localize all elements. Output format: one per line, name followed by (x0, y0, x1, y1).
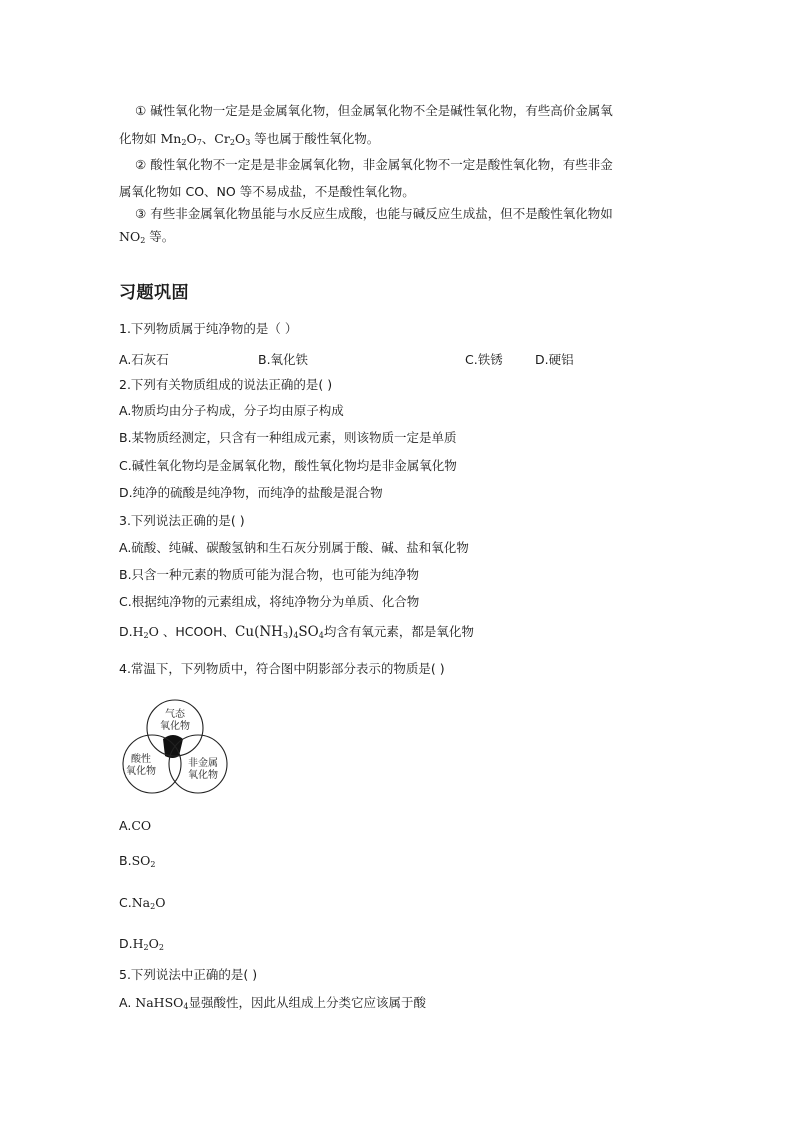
venn-label-top-1: 气态 (165, 709, 185, 720)
note-2-line-2: 属氧化物如 CO、NO 等不易成盐，不是酸性氧化物。 (119, 184, 415, 199)
q4-option-d: $D.H_2O_2$ (119, 936, 164, 952)
q1-option-c: C.铁锈 (465, 352, 503, 367)
q4-stem: 4.常温下，下列物质中，符合图中阴影部分表示的物质是( ) (119, 661, 445, 676)
section-title: 习题巩固 (119, 283, 189, 303)
q1-option-d: D.硬铝 (535, 352, 574, 367)
q3-option-a: A.硫酸、纯碱、碳酸氢钠和生石灰分别属于酸、碱、盐和氧化物 (119, 540, 469, 555)
note-2-line-1: ② 酸性氧化物不一定是是非金属氧化物，非金属氧化物不一定是酸性氧化物，有些非金 (135, 157, 613, 172)
q4-option-a: A.CO (119, 818, 152, 833)
q5-option-a: A. NaHSO$_4$显强酸性，因此从组成上分类它应该属于酸 (119, 995, 426, 1011)
q1-option-a: A.石灰石 (119, 352, 169, 367)
venn-label-left-2: 氧化物 (126, 766, 156, 777)
q4-option-c: $C.Na_2O$ (119, 895, 166, 911)
q3-option-b: B.只含一种元素的物质可能为混合物，也可能为纯净物 (119, 567, 420, 582)
q2-option-d: D.纯净的硫酸是纯净物，而纯净的盐酸是混合物 (119, 485, 383, 500)
q3-option-d: $D.H_2O$ 、HCOOH、$Cu(NH_3)_4SO_4$均含有氧元素，都是氧化物 (119, 624, 474, 640)
q3-stem: 3.下列说法正确的是( ) (119, 513, 245, 528)
q1-stem: 1.下列物质属于纯净物的是（ ） (119, 321, 298, 336)
venn-label-left-1: 酸性 (131, 754, 151, 765)
venn-diagram (117, 690, 229, 798)
note-3-line-2: $NO_2$ 等。 (119, 229, 175, 245)
q2-stem: 2.下列有关物质组成的说法正确的是( ) (119, 377, 333, 392)
note-1-line-1: ① 碱性氧化物一定是是金属氧化物，但金属氧化物不全是碱性氧化物，有些高价金属氧 (135, 103, 613, 118)
q2-option-b: B.某物质经测定，只含有一种组成元素，则该物质一定是单质 (119, 430, 457, 445)
q4-option-b: $B.SO_2$ (119, 853, 156, 869)
q1-option-b: B.氧化铁 (258, 352, 309, 367)
venn-label-right-1: 非金属 (188, 758, 218, 769)
note-3-line-1: ③ 有些非金属氧化物虽能与水反应生成酸，也能与碱反应生成盐，但不是酸性氧化物如 (135, 206, 613, 221)
q3-option-c: C.根据纯净物的元素组成，将纯净物分为单质、化合物 (119, 594, 420, 609)
venn-label-top-2: 氧化物 (160, 721, 190, 732)
q2-option-a: A.物质均由分子构成，分子均由原子构成 (119, 403, 344, 418)
q2-option-c: C.碱性氧化物均是金属氧化物，酸性氧化物均是非金属氧化物 (119, 458, 457, 473)
venn-label-right-2: 氧化物 (188, 770, 218, 781)
note-1-line-2: 化物如 $Mn_2O_7$、$Cr_2O_3$ 等也属于酸性氧化物。 (119, 131, 380, 147)
q5-stem: 5.下列说法中正确的是( ) (119, 967, 258, 982)
